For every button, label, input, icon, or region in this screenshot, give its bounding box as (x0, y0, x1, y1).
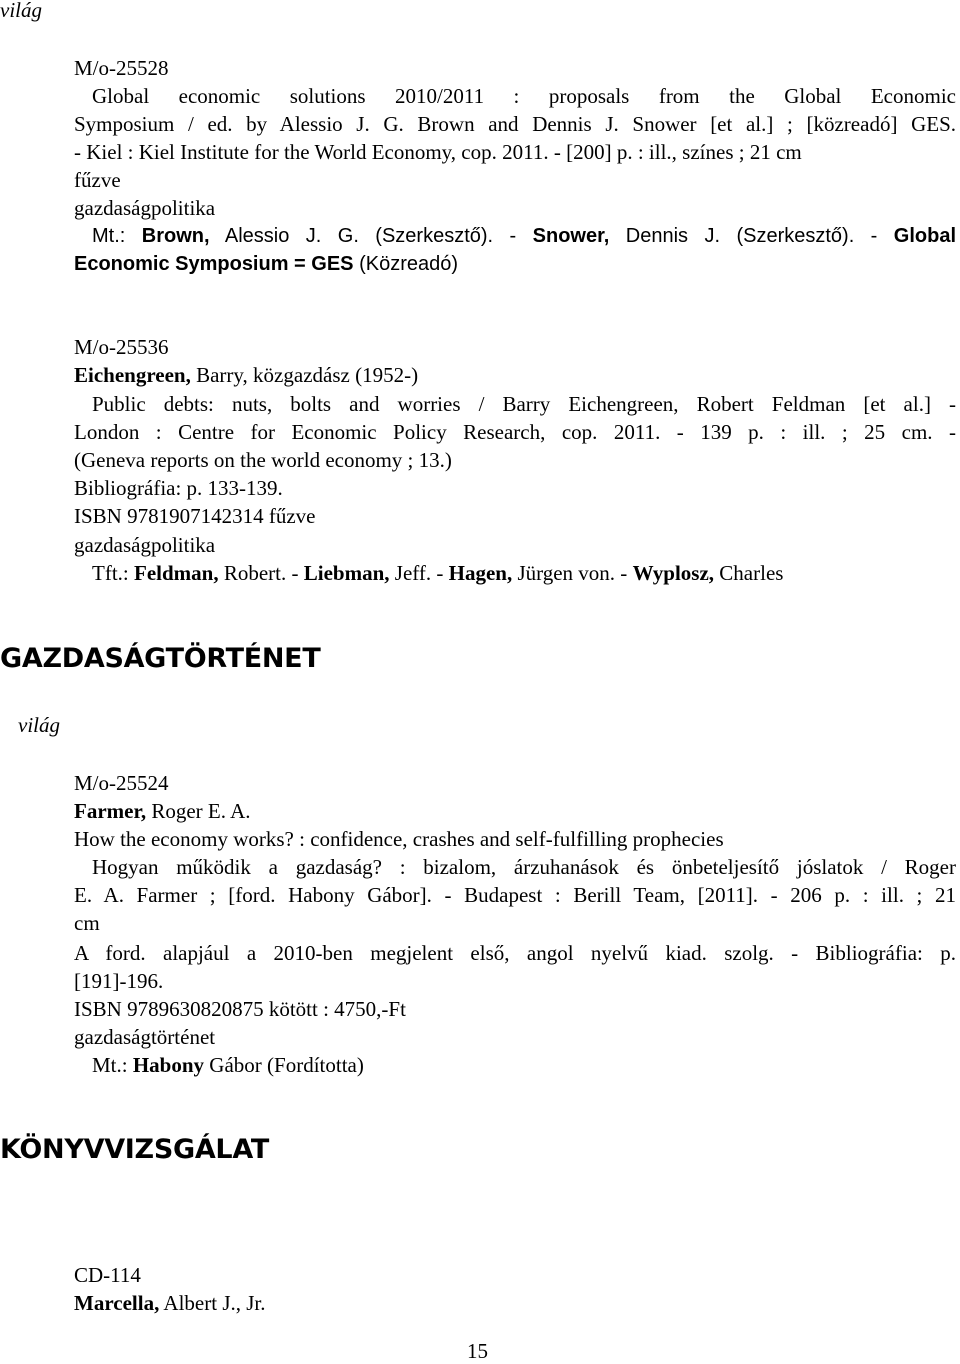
isbn: ISBN 9789630820875 kötött : 4750,-Ft (74, 997, 406, 1021)
added-entries: Mt.: Habony Gábor (Fordította) (92, 1053, 364, 1077)
isbn: ISBN 9781907142314 fűzve (74, 504, 316, 528)
author-name: Eichengreen, (74, 363, 191, 387)
added-entries-cont: Economic Symposium = GES (Közreadó) (74, 253, 459, 275)
author-name: Farmer, (74, 799, 147, 823)
person-name: Hagen, (448, 561, 513, 585)
person-name: Habony (132, 1053, 205, 1077)
author-name: Marcella, (74, 1291, 160, 1315)
series-line: (Geneva reports on the world economy ; 13.) (74, 448, 452, 472)
section-heading: KÖNYVVIZSGÁLAT (0, 1134, 269, 1165)
bibliography-note: Bibliográfia: p. 133-139. (74, 476, 283, 500)
corporate-name: Global (893, 225, 957, 247)
call-number: M/o-25536 (74, 335, 169, 359)
title-line: London : Centre for Economic Policy Research, cop. 2011. - 139 p. : ill. ; 25 cm. - (74, 420, 956, 444)
author: Marcella, Albert J., Jr. (74, 1291, 266, 1315)
person-name: Liebman, (303, 561, 390, 585)
person-name: Feldman, (134, 561, 219, 585)
added-entries: Mt.: Brown, Alessio J. G. (Szerkesztő). - Snower, Dennis J. (Szerkesztő). - Global (92, 225, 957, 247)
person-name: Snower, (532, 225, 610, 247)
section-label: világ (18, 713, 60, 737)
added-entries: Tft.: Feldman, Robert. - Liebman, Jeff. - Hagen, Jürgen von. - Wyplosz, Charles (92, 561, 784, 585)
call-number: M/o-25524 (74, 771, 169, 795)
page-number: 15 (467, 1339, 488, 1363)
call-number: M/o-25528 (74, 56, 169, 80)
author: Eichengreen, Barry, közgazdász (1952-) (74, 363, 419, 387)
section-label: világ (0, 0, 42, 22)
call-number: CD-114 (74, 1263, 141, 1287)
title-line: - Kiel : Kiel Institute for the World Economy, cop. 2011. - [200] p. : ill., színes ; 21 cm (74, 140, 802, 164)
subject-heading: gazdaságpolitika (74, 196, 216, 220)
subject-heading: gazdaságtörténet (74, 1025, 216, 1049)
title-line: Symposium / ed. by Alessio J. G. Brown and Dennis J. Snower [et al.] ; [közreadó] GES. (74, 112, 956, 136)
note-line: A ford. alapjául a 2010-ben megjelent első, angol nyelvű kiad. szolg. - Bibliográfia: p. (74, 941, 956, 965)
author: Farmer, Roger E. A. (74, 799, 251, 823)
title-line: Hogyan működik a gazdaság? : bizalom, árzuhanások és önbeteljesítő jóslatok / Roger (92, 855, 956, 879)
subject-heading: gazdaságpolitika (74, 533, 216, 557)
title-line: cm (74, 911, 100, 935)
title-line: Global economic solutions 2010/2011 : proposals from the Global Economic (92, 84, 956, 108)
person-name: Brown, (141, 225, 210, 247)
title-line: Public debts: nuts, bolts and worries / Barry Eichengreen, Robert Feldman [et al.] - (92, 392, 956, 416)
note-line: [191]-196. (74, 969, 164, 993)
person-name: Wyplosz, (632, 561, 715, 585)
title-line: E. A. Farmer ; [ford. Habony Gábor]. - Budapest : Berill Team, [2011]. - 206 p. : ill. ; 21 (74, 883, 956, 907)
title-line: fűzve (74, 168, 121, 192)
section-heading: GAZDASÁGTÖRTÉNET (0, 643, 321, 674)
original-title: How the economy works? : confidence, crashes and self-fulfilling prophecies (74, 827, 724, 851)
corporate-name: Economic Symposium = GES (74, 253, 354, 275)
